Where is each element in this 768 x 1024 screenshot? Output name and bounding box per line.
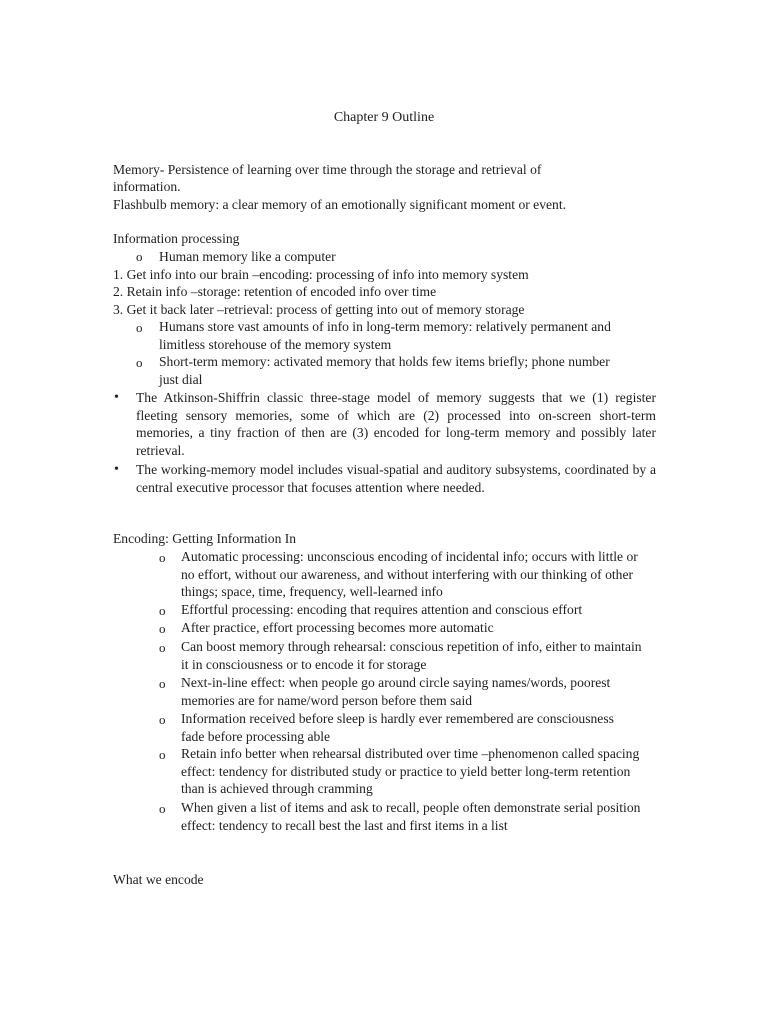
- circle-bullet-icon: o: [136, 249, 143, 264]
- bullet-dot-icon: •: [114, 462, 119, 477]
- atkinson-shiffrin-bullet: The Atkinson-Shiffrin classic three-stage model of memory suggests that we (1) register fleeting sensory memories, some of which are (2) processed into on-screen short-term memories, a tiny fraction of then are (3) encoded for long-term memory and possibly later retrieval.: [136, 390, 656, 458]
- circle-bullet-icon: o: [159, 712, 166, 727]
- encoding-item-serial-position: When given a list of items and ask to recall, people often demonstrate serial position effect: tendency to recall best the last and first items in a list: [181, 800, 641, 833]
- what-we-encode-heading: What we encode: [113, 872, 204, 887]
- circle-bullet-icon: o: [136, 320, 143, 335]
- encoding-item-practice: After practice, effort processing becomes more automatic: [181, 620, 494, 635]
- circle-bullet-icon: o: [159, 676, 166, 691]
- circle-bullet-icon: o: [159, 603, 166, 618]
- info-processing-sub-item: Human memory like a computer: [159, 249, 336, 264]
- numbered-item-3: 3. Get it back later –retrieval: process of getting into out of memory storage: [113, 302, 525, 317]
- numbered-item-1: 1. Get info into our brain –encoding: processing of info into memory system: [113, 267, 529, 282]
- long-term-memory-item: Humans store vast amounts of info in long-term memory: relatively permanent and limitless storehouse of the memory system: [159, 319, 611, 352]
- encoding-item-rehearsal: Can boost memory through rehearsal: conscious repetition of info, either to maintain it in consciousness or to encode it for storage: [181, 639, 642, 672]
- encoding-item-automatic: Automatic processing: unconscious encoding of incidental info; occurs with little or no effort, without our awareness, and without interfering with our thinking of other things; space, time, frequency, well-learned info: [181, 549, 638, 600]
- info-processing-heading: Information processing: [113, 231, 240, 246]
- working-memory-bullet: The working-memory model includes visual-spatial and auditory subsystems, coordinated by a central executive processor that focuses attention where needed.: [136, 462, 656, 495]
- numbered-item-2: 2. Retain info –storage: retention of encoded info over time: [113, 284, 437, 299]
- encoding-item-effortful: Effortful processing: encoding that requires attention and conscious effort: [181, 602, 583, 617]
- encoding-item-next-in-line: Next-in-line effect: when people go around circle saying names/words, poorest memories are for name/word person before them said: [181, 675, 611, 708]
- circle-bullet-icon: o: [136, 355, 143, 370]
- circle-bullet-icon: o: [159, 801, 166, 816]
- encoding-heading: Encoding: Getting Information In: [113, 531, 297, 546]
- short-term-memory-item: Short-term memory: activated memory that holds few items briefly; phone number just dial: [159, 354, 610, 387]
- page-title: Chapter 9 Outline: [333, 110, 435, 125]
- memory-definition-line2: information.: [113, 179, 181, 194]
- circle-bullet-icon: o: [159, 747, 166, 762]
- memory-definition-line1: Memory- Persistence of learning over time through the storage and retrieval of: [113, 162, 542, 177]
- circle-bullet-icon: o: [159, 550, 166, 565]
- circle-bullet-icon: o: [159, 621, 166, 636]
- flashbulb-definition: Flashbulb memory: a clear memory of an emotionally significant moment or event.: [113, 197, 567, 212]
- circle-bullet-icon: o: [159, 640, 166, 655]
- bullet-dot-icon: •: [114, 390, 119, 405]
- encoding-item-sleep: Information received before sleep is hardly ever remembered are consciousness fade before processing able: [181, 711, 614, 744]
- encoding-item-spacing-effect: Retain info better when rehearsal distributed over time –phenomenon called spacing effect: tendency for distributed study or practice to yield better long-term retention than is achieved through cramming: [181, 746, 640, 797]
